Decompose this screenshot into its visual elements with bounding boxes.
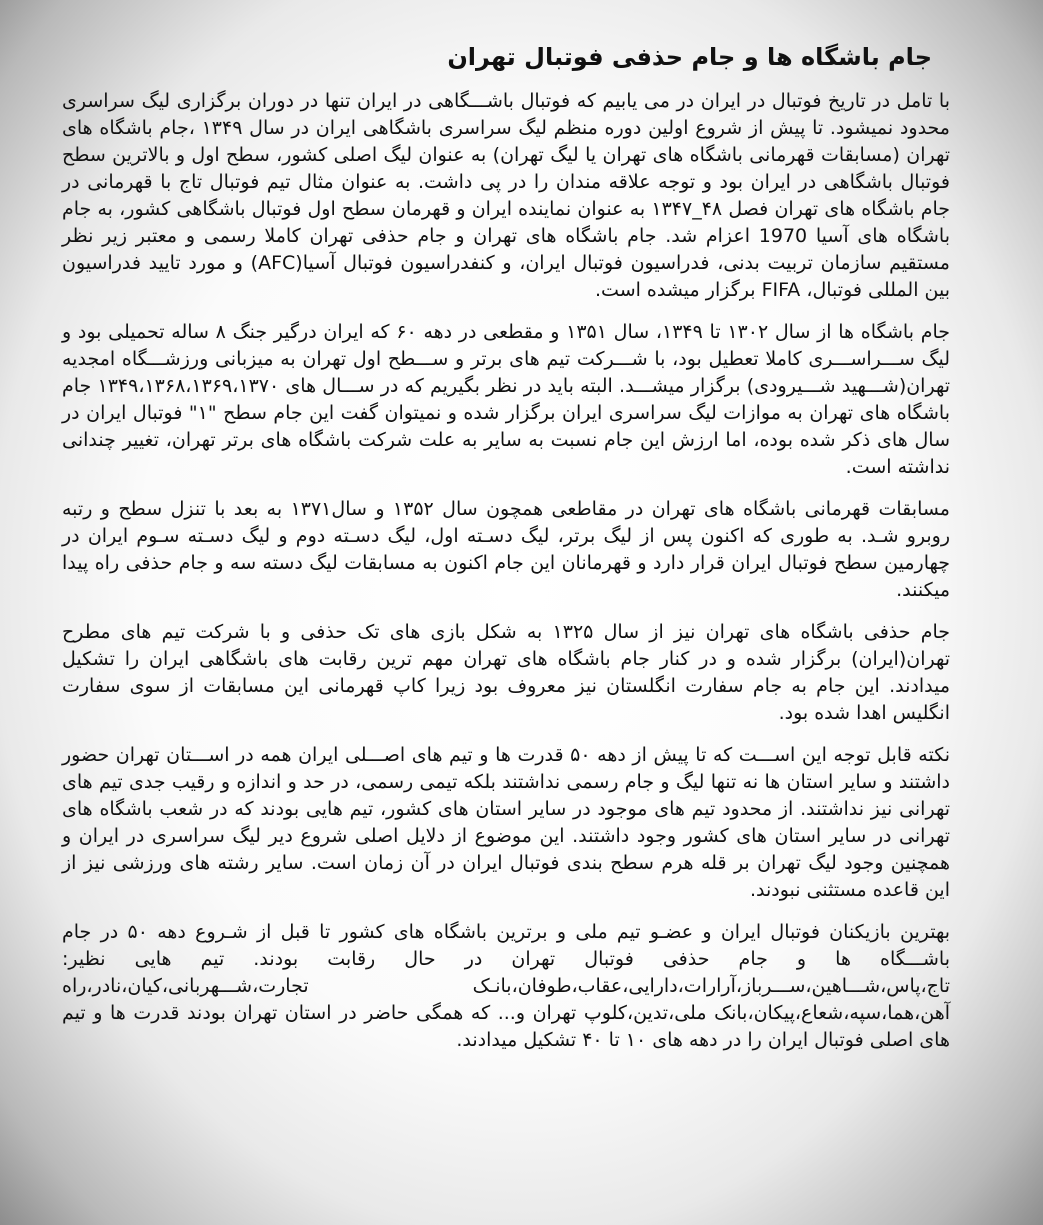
article-title: جام باشگاه ها و جام حذفی فوتبال تهران <box>447 43 932 71</box>
paragraph-5: نکته قابل توجه این اســـت که تا پیش از دهه ۵۰ قدرت ها و تیم های اصـــلی ایران همه در اســـتان تهران حضور داشتند و سایر استان ها نه تنها لیگ و جام رسمی نداشتند بلکه تیمی رسمی، در حد و اندازه و رقیب جدی تیم های تهرانی نیز نداشتند. از محدود تیم های موجود در سایر استان های کشور، تیم هایی بودند که در شعب باشگاه های تهرانی در سایر استان های کشور وجود داشتند. این موضوع از دلایل اصلی شروع دیر لیگ سراسری در ایران و همچنین وجود لیگ تهران بر قله هرم سطح بندی فوتبال ایران در آن زمان است. سایر رشته های ورزشی نیز از این قاعده مستثنی نبودند. <box>62 744 950 901</box>
paragraph-1: با تامل در تاریخ فوتبال در ایران در می یابیم که فوتبال باشـــگاهی در ایران تنها در دوران برگزاری لیگ سراسری محدود نمیشود. تا پیش از شروع اولین دوره منظم لیگ سراسری باشگاهی ایران در سال ۱۳۴۹ ،جام باشگاه های تهران (مسابقات قهرمانی باشگاه های تهران یا لیگ تهران) به عنوان لیگ اصلی کشور، سطح اول و بالاترین سطح فوتبال باشگاهی در ایران بود و توجه علاقه مندان را در پی داشت. به عنوان مثال تیم فوتبال تاج با قهرمانی در جام باشگاه های تهران فصل ۴۸_۱۳۴۷ به عنوان نماینده ایران و قهرمان سطح اول فوتبال باشگاهی کشور، به جام باشگاه های آسیا 1970 اعزام شد. جام باشگاه های تهران و جام حذفی تهران کاملا رسمی و معتبر زیر نظر مستقیم سازمان تربیت بدنی، فدراسیون فوتبال ایران، و کنفدراسیون فوتبال آسیا(AFC) و مورد تایید فدراسیون بین المللی فوتبال، FIFA برگزار میشده است. <box>62 90 951 301</box>
paragraph-2: جام باشگاه ها از سال ۱۳۰۲ تا ۱۳۴۹، سال ۱۳۵۱ و مقطعی در دهه ۶۰ که ایران درگیر جنگ ۸ ساله تحمیلی بود و لیگ ســـراســـری کاملا تعطیل بود، با شـــرکت تیم های برتر و ســـطح اول تهران به میزبانی ورزشـــگاه امجدیه تهران(شـــهید شـــیرودی) برگزار میشـــد. البته باید در نظر بگیریم که در ســـال های ۱۳۴۹،۱۳۶۸،۱۳۶۹،۱۳۷۰ جام باشگاه های تهران به موازات لیگ سراسری ایران برگزار شده و نمیتوان گفت این جام سطح "۱" فوتبال ایران در سال های ذکر شده بوده، اما ارزش این جام نسبت به سایر به علت شرکت باشگاه های برتر تهران، تغییر چندانی نداشته است. <box>62 321 951 478</box>
paragraph-6: بهترین بازیکنان فوتبال ایران و عضـو تیم ملی و برترین باشگاه های کشور تا قبل از شـروع دهه ۵۰ در جام باشـــگاه ها و جام حذفی فوتبال تهران در حال رقابت بودند. تیم هایی نظیر: تاج،پاس،شـــاهین،ســـرباز،آرارات،دارایی،عقاب،طوفان،بانـک تجارت،شـــهربانی،کیان،نادر،راه آهن،هما،سپه،شعاع،پیکان،بانک ملی،تدین،کلوپ تهران و... که همگی حاضر در استان تهران بودند قدرت ها و تیم های اصلی فوتبال ایران را در دهه های ۱۰ تا ۴۰ تشکیل میدادند. <box>62 921 950 1051</box>
paragraph-3: مسابقات قهرمانی باشگاه های تهران در مقاطعی همچون سال ۱۳۵۲ و سال۱۳۷۱ به بعد با تنزل سطح و رتبه روبرو شـد. به طوری که اکنون پس از لیگ برتر، لیگ دسـته اول، لیگ دسـته دوم و لیگ دسـته سـوم ایران در چهارمین سطح فوتبال ایران قرار دارد و قهرمانان این جام اکنون به مسابقات لیگ دسته سه و جام حذفی راه پیدا میکنند. <box>62 498 950 601</box>
article <box>62 40 950 1069</box>
paragraph-4: جام حذفی باشگاه های تهران نیز از سال ۱۳۲۵ به شکل بازی های تک حذفی و با شرکت تیم های مطرح تهران(ایران) برگزار شده و در کنار جام باشگاه های تهران مهم ترین رقابت های باشگاهی ایران را تشکیل میدادند. این جام به جام سفارت انگلستان نیز معروف بود زیرا کاپ قهرمانی این مسابقات از سوی سفارت انگلیس اهدا شده بود. <box>62 621 950 724</box>
